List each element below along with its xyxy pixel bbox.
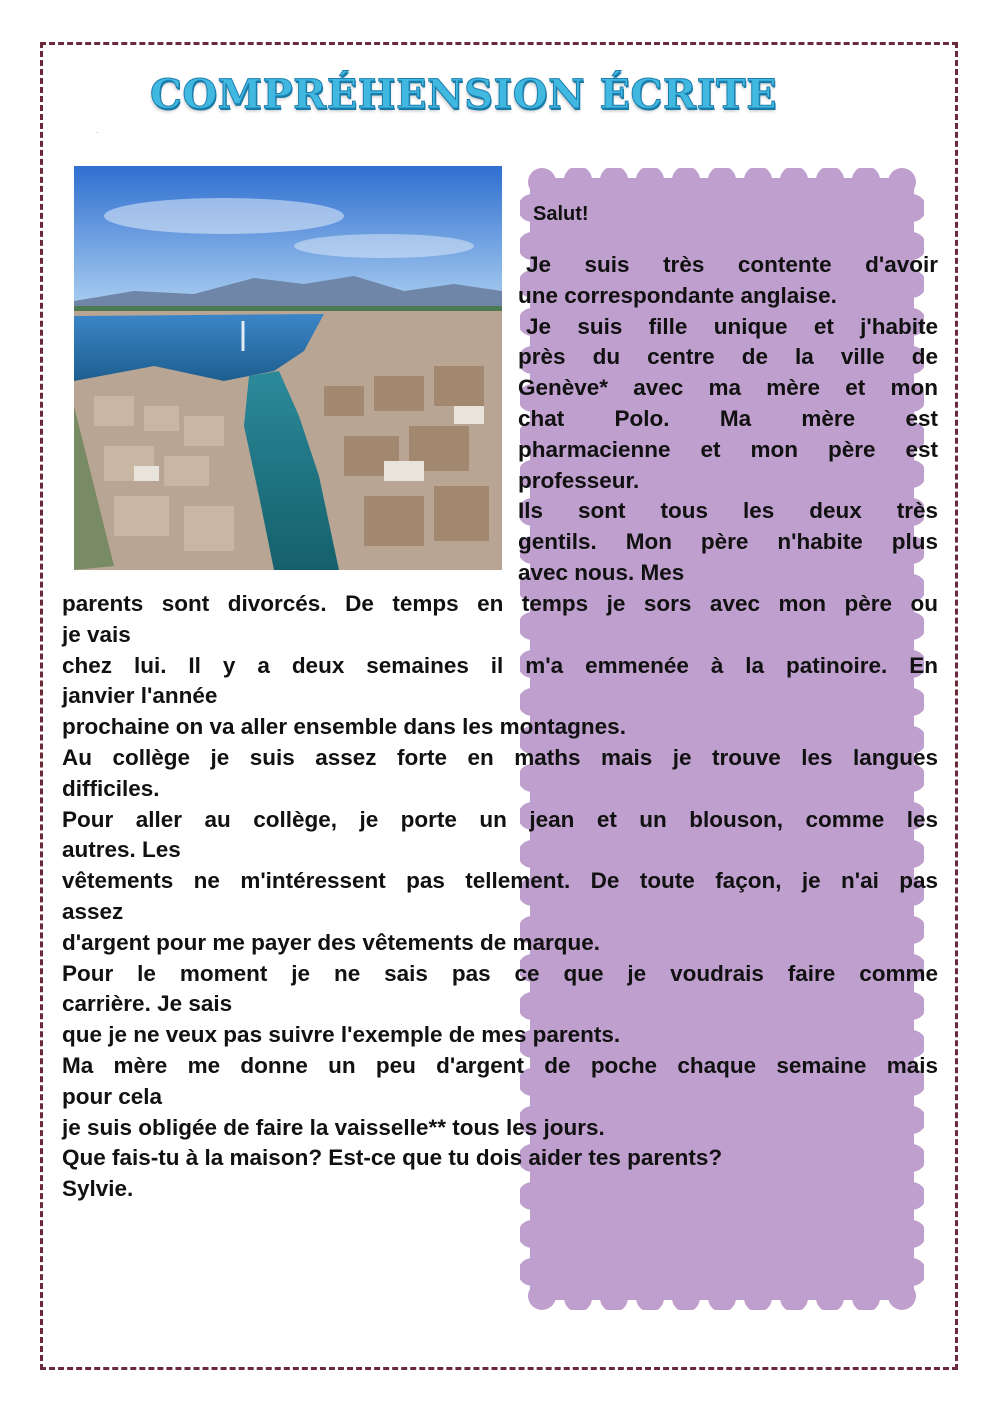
letter-line: chez lui. Il y a deux semaines il m'a emmenée à la patinoire. En <box>62 652 938 678</box>
letter-line: d'argent pour me payer des vêtements de marque. <box>62 929 601 955</box>
letter-line: autres. Les <box>62 837 181 863</box>
geneva-photo <box>74 166 502 570</box>
letter-line: Pour aller au collège, je porte un jean et un blouson, comme les <box>62 806 938 832</box>
letter-line: je vais <box>62 621 131 647</box>
letter-line: Ils sont tous les deux très <box>518 498 938 524</box>
letter-line: prochaine on va aller ensemble dans les montagnes. <box>62 714 626 740</box>
letter-line: Genève* avec ma mère et mon <box>518 375 938 401</box>
letter-line: carrière. Je sais <box>62 991 233 1017</box>
letter-line: Pour le moment je ne sais pas ce que je voudrais faire comme <box>62 960 938 986</box>
letter-line: Sylvie. <box>62 1176 134 1202</box>
letter-line: janvier l'année <box>62 683 218 709</box>
letter-line: gentils. Mon père n'habite plus <box>518 529 938 555</box>
letter-line: Je suis fille unique et j'habite <box>526 313 938 339</box>
geneva-aerial-photo-icon <box>74 166 502 570</box>
letter-line: avec nous. Mes <box>518 560 685 585</box>
letter-line: difficiles. <box>62 775 160 801</box>
letter-line: vêtements ne m'intéressent pas tellement. De toute façon, je n'ai pas <box>62 868 938 894</box>
page-title: COMPRÉHENSION ÉCRITE <box>150 71 778 118</box>
letter-line: une correspondante anglaise. <box>518 282 837 308</box>
letter-line: Je suis très contente d'avoir <box>526 252 938 277</box>
letter-line: pour cela <box>62 1083 163 1109</box>
letter-line: parents sont divorcés. De temps en temps je sors avec mon père ou <box>62 591 938 616</box>
greeting: Salut! <box>533 203 589 225</box>
letter-line: près du centre de la ville de <box>518 344 938 370</box>
letter-line: je suis obligée de faire la vaisselle** tous les jours. <box>62 1114 605 1140</box>
stray-mark: · <box>96 130 98 136</box>
letter-line: pharmacienne et mon père est <box>518 436 938 462</box>
letter-line: Que fais-tu à la maison? Est-ce que tu dois aider tes parents? <box>62 1145 723 1171</box>
letter-line: Au collège je suis assez forte en maths mais je trouve les langues <box>62 745 938 770</box>
letter-line: professeur. <box>518 467 640 493</box>
letter-line: Ma mère me donne un peu d'argent de poche chaque semaine mais <box>62 1053 938 1078</box>
letter-line: que je ne veux pas suivre l'exemple de mes parents. <box>62 1022 621 1048</box>
title-area <box>150 70 778 130</box>
letter-line: chat Polo. Ma mère est <box>518 406 938 431</box>
letter-line: assez <box>62 899 124 924</box>
